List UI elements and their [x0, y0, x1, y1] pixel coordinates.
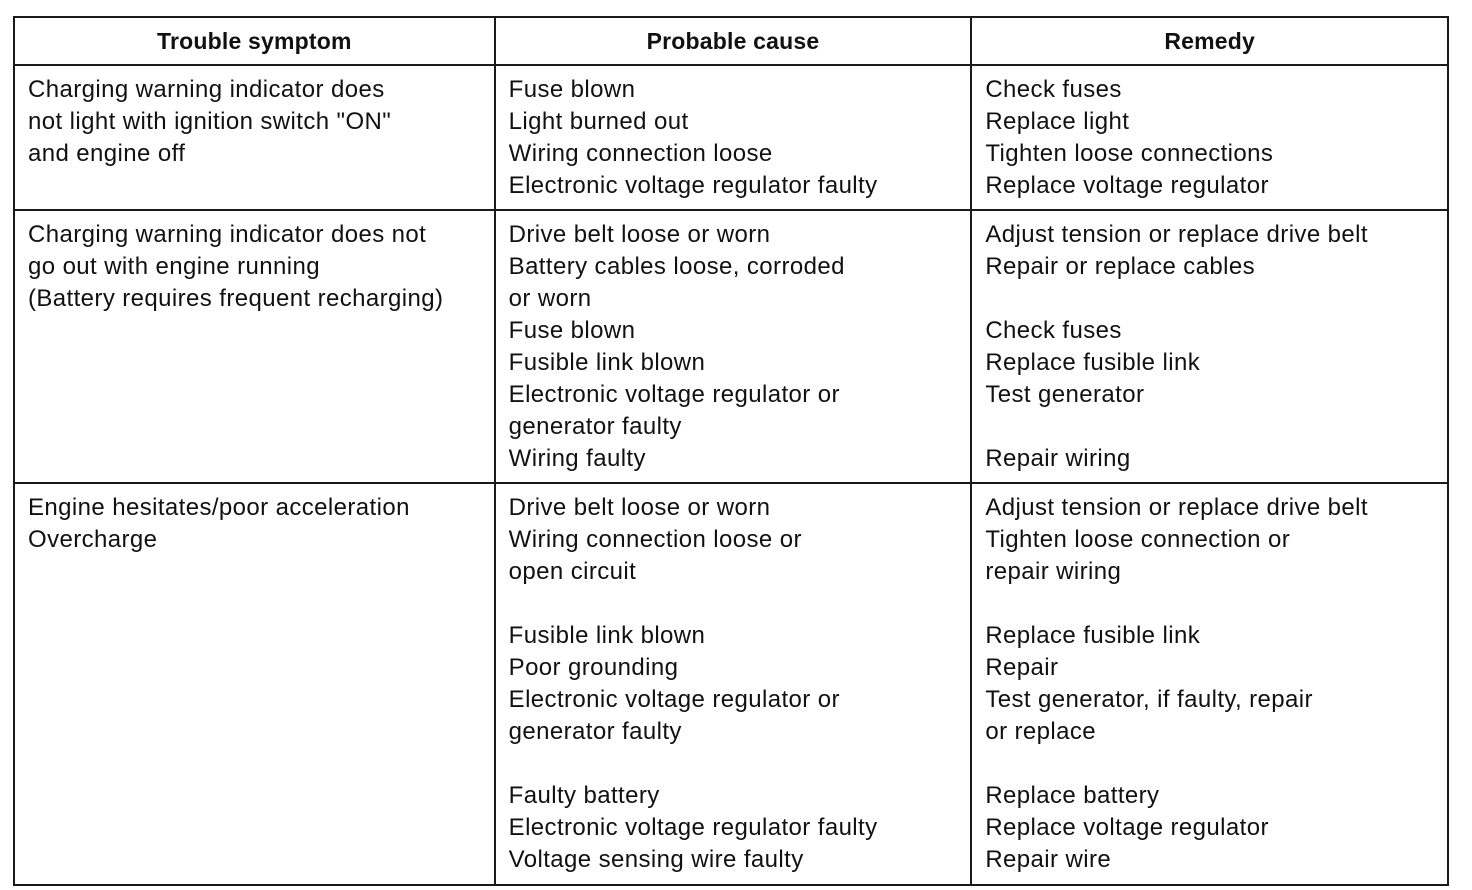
symptom-line: Overcharge	[28, 526, 158, 553]
cause-line: Poor grounding	[508, 654, 679, 681]
header-remedy: Remedy	[970, 18, 1447, 64]
remedy-line: Tighten loose connection or	[985, 526, 1291, 553]
header-probable-cause: Probable cause	[494, 18, 971, 64]
remedy-line: Test generator, if faulty, repair	[985, 686, 1313, 713]
cause-cell	[494, 66, 971, 209]
remedy-line: Check fuses	[985, 317, 1122, 344]
cause-line: open circuit	[508, 558, 637, 585]
cause-line: Voltage sensing wire faulty	[508, 846, 804, 873]
symptom-cell	[15, 66, 494, 209]
remedy-line: Adjust tension or replace drive belt	[985, 221, 1368, 248]
remedy-line: Replace voltage regulator	[985, 814, 1269, 841]
table-row	[15, 64, 1447, 209]
table-header-row	[15, 18, 1447, 64]
remedy-line: Repair wiring	[985, 445, 1131, 472]
cause-line: generator faulty	[508, 718, 682, 745]
remedy-cell	[970, 484, 1447, 884]
cause-line: Drive belt loose or worn	[508, 221, 771, 248]
remedy-line: or replace	[985, 718, 1097, 745]
remedy-line	[985, 283, 1447, 315]
symptom-line: Charging warning indicator does	[28, 76, 385, 103]
cause-line: Electronic voltage regulator faulty	[508, 814, 878, 841]
remedy-line	[985, 748, 1447, 780]
cause-line: Electronic voltage regulator faulty	[508, 172, 878, 199]
cause-line: Drive belt loose or worn	[508, 494, 771, 521]
cause-line: generator faulty	[508, 413, 682, 440]
cause-cell	[494, 484, 971, 884]
symptom-cell	[15, 211, 494, 482]
remedy-line	[985, 411, 1447, 443]
cause-line: Fusible link blown	[508, 349, 706, 376]
cause-line: Battery cables loose, corroded	[508, 253, 845, 280]
remedy-line: Replace fusible link	[985, 349, 1201, 376]
cause-line: or worn	[508, 285, 592, 312]
cause-line: Fusible link blown	[508, 622, 706, 649]
remedy-cell	[970, 66, 1447, 209]
remedy-line: Repair wire	[985, 846, 1112, 873]
remedy-line: Replace light	[985, 108, 1130, 135]
symptom-line: and engine off	[28, 140, 186, 167]
remedy-line: Tighten loose connections	[985, 140, 1274, 167]
troubleshooting-table	[13, 16, 1449, 886]
cause-line: Wiring connection loose or	[508, 526, 802, 553]
remedy-line: repair wiring	[985, 558, 1122, 585]
table-row	[15, 482, 1447, 884]
remedy-line: Check fuses	[985, 76, 1122, 103]
cause-line: Wiring faulty	[508, 445, 646, 472]
cause-line: Electronic voltage regulator or	[508, 381, 840, 408]
symptom-cell	[15, 484, 494, 884]
symptom-line: not light with ignition switch "ON"	[28, 108, 392, 135]
remedy-line: Repair or replace cables	[985, 253, 1256, 280]
cause-cell	[494, 211, 971, 482]
header-trouble-symptom: Trouble symptom	[156, 27, 352, 54]
remedy-cell	[970, 211, 1447, 482]
cause-line: Light burned out	[508, 108, 689, 135]
cause-line	[509, 748, 971, 780]
cause-line: Wiring connection loose	[508, 140, 773, 167]
remedy-line	[985, 588, 1447, 620]
cause-line: Fuse blown	[508, 76, 636, 103]
remedy-line: Adjust tension or replace drive belt	[985, 494, 1368, 521]
remedy-line: Repair	[985, 654, 1059, 681]
cause-line	[509, 588, 971, 620]
cause-line: Faulty battery	[508, 782, 660, 809]
table-row	[15, 209, 1447, 482]
symptom-line: Charging warning indicator does not	[28, 221, 427, 248]
symptom-line: Engine hesitates/poor acceleration	[28, 494, 410, 521]
cause-line: Electronic voltage regulator or	[508, 686, 840, 713]
remedy-line: Replace voltage regulator	[985, 172, 1269, 199]
symptom-line: (Battery requires frequent recharging)	[28, 285, 444, 312]
remedy-line: Replace battery	[985, 782, 1160, 809]
remedy-line: Test generator	[985, 381, 1145, 408]
cause-line: Fuse blown	[508, 317, 636, 344]
symptom-line: go out with engine running	[28, 253, 320, 280]
remedy-line: Replace fusible link	[985, 622, 1201, 649]
